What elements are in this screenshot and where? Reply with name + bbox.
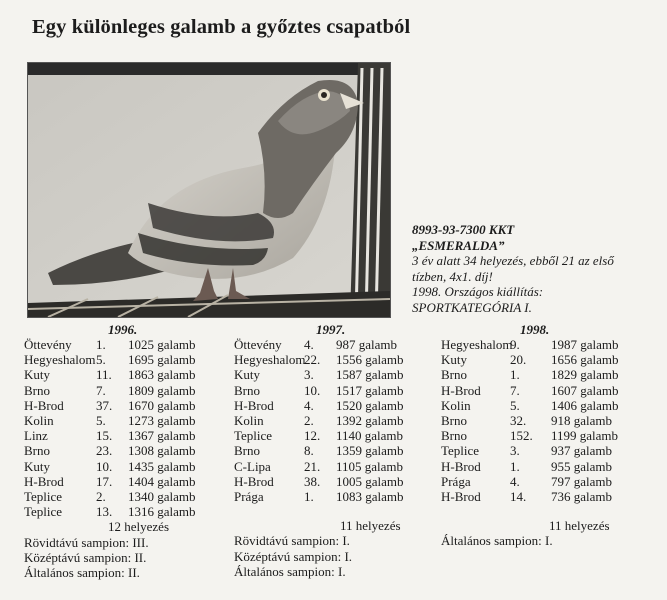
- result-place: 15.: [96, 428, 113, 444]
- result-row: [441, 413, 641, 428]
- caption-line: tízben, 4x1. díj!: [412, 268, 493, 284]
- result-location: Teplice: [24, 489, 63, 505]
- result-place: 4.: [510, 473, 520, 489]
- result-row: [24, 504, 218, 519]
- result-place: 5.: [510, 397, 520, 413]
- result-count: 797 galamb: [551, 473, 613, 489]
- result-count: 1656 galamb: [551, 352, 619, 368]
- result-location: Kuty: [234, 367, 260, 383]
- result-count: 1367 galamb: [128, 428, 196, 444]
- result-row: [234, 413, 426, 428]
- result-place: 12.: [304, 428, 321, 444]
- result-location: H-Brod: [441, 489, 481, 505]
- pigeon-photo: [27, 62, 391, 318]
- caption-line: 3 év alatt 34 helyezés, ebből 21 az első: [412, 253, 614, 268]
- result-row: [24, 428, 218, 443]
- result-location: H-Brod: [234, 473, 274, 489]
- result-row: [441, 474, 641, 489]
- column-year: 1996.: [108, 322, 138, 337]
- results-column-1997: [234, 322, 426, 579]
- result-location: Kuty: [24, 458, 50, 474]
- result-location: Hegyeshalom: [24, 352, 96, 368]
- result-row: [234, 459, 426, 474]
- result-count: 1105 galamb: [336, 458, 404, 474]
- result-count: 1829 galamb: [551, 367, 619, 383]
- result-place: 3.: [510, 443, 520, 459]
- result-location: Hegyeshalom: [441, 337, 513, 352]
- result-location: Prága: [234, 489, 264, 505]
- result-count: 1695 galamb: [128, 352, 196, 368]
- result-count: 1406 galamb: [551, 397, 619, 413]
- page-title: Egy különleges galamb a győztes csapatból: [32, 16, 411, 38]
- result-count: 1140 galamb: [336, 428, 404, 444]
- result-place: 23.: [96, 443, 113, 459]
- result-row: [24, 489, 218, 504]
- result-count: 1587 galamb: [336, 367, 404, 383]
- result-place: 14.: [510, 489, 527, 505]
- result-location: Prága: [441, 473, 471, 489]
- result-place: 20.: [510, 352, 527, 368]
- result-count: 1517 galamb: [336, 382, 404, 398]
- result-row: [441, 367, 641, 382]
- result-location: Brno: [24, 382, 50, 398]
- result-row: [234, 428, 426, 443]
- championship-line: Középtávú sampion: II.: [24, 549, 147, 565]
- result-count: 1520 galamb: [336, 397, 404, 413]
- result-count: 1359 galamb: [336, 443, 404, 459]
- pigeon-caption: [412, 222, 662, 315]
- result-count: 736 galamb: [551, 489, 613, 505]
- result-count: 1670 galamb: [128, 397, 196, 413]
- result-place: 2.: [96, 489, 106, 505]
- result-count: 1809 galamb: [128, 382, 196, 398]
- result-location: Öttevény: [234, 337, 282, 352]
- result-count: 1863 galamb: [128, 367, 196, 383]
- result-row: [24, 459, 218, 474]
- result-place: 32.: [510, 413, 527, 429]
- result-row: [24, 367, 218, 382]
- result-location: H-Brod: [234, 397, 274, 413]
- result-location: Kolin: [24, 413, 54, 429]
- caption-line: 1998. Országos kiállítás:: [412, 284, 544, 299]
- result-location: Brno: [234, 382, 260, 398]
- result-location: H-Brod: [441, 458, 481, 474]
- result-row: [441, 337, 641, 352]
- result-location: Teplice: [441, 443, 480, 459]
- result-row: [234, 367, 426, 382]
- result-location: Brno: [24, 443, 50, 459]
- result-place: 3.: [304, 367, 314, 383]
- championship-line: Általános sampion: I.: [441, 533, 553, 549]
- pigeon-name: „ESMERALDA”: [412, 237, 505, 253]
- result-place: 5.: [96, 352, 106, 368]
- result-count: 1273 galamb: [128, 413, 196, 429]
- result-place: 152.: [510, 428, 533, 444]
- result-count: 1316 galamb: [128, 504, 196, 520]
- result-count: 937 galamb: [551, 443, 613, 459]
- championship-line: Rövidtávú sampion: III.: [24, 534, 149, 550]
- result-place: 9.: [510, 337, 520, 352]
- result-location: Kuty: [441, 352, 467, 368]
- result-row: [234, 443, 426, 458]
- result-row: [234, 474, 426, 489]
- result-place: 1.: [510, 367, 520, 383]
- result-place: 2.: [304, 413, 314, 429]
- result-location: Brno: [441, 367, 467, 383]
- result-count: 1083 galamb: [336, 489, 404, 505]
- result-location: Kuty: [24, 367, 50, 383]
- result-count: 1987 galamb: [551, 337, 619, 352]
- result-row: [24, 398, 218, 413]
- results-column-1998: [441, 322, 641, 549]
- result-row: [441, 352, 641, 367]
- placements-total: 11 helyezés: [340, 518, 401, 534]
- result-place: 38.: [304, 473, 321, 489]
- result-place: 4.: [304, 337, 314, 352]
- championship-line: Rövidtávú sampion: I.: [234, 533, 350, 549]
- result-row: [234, 398, 426, 413]
- result-row: [441, 428, 641, 443]
- result-row: [24, 383, 218, 398]
- result-count: 955 galamb: [551, 458, 613, 474]
- result-row: [234, 489, 426, 504]
- results-column-1996: [24, 322, 218, 580]
- column-year: 1997.: [316, 322, 346, 337]
- result-count: 918 galamb: [551, 413, 613, 429]
- result-row: [441, 459, 641, 474]
- championship-line: Általános sampion: II.: [24, 565, 140, 581]
- column-year: 1998.: [520, 322, 550, 337]
- result-place: 10.: [96, 458, 113, 474]
- championship-line: Középtávú sampion: I.: [234, 548, 353, 564]
- result-place: 7.: [510, 382, 520, 398]
- result-count: 1199 galamb: [551, 428, 619, 444]
- result-row: [441, 489, 641, 504]
- ring-number: 8993-93-7300 KKT: [412, 222, 515, 237]
- result-place: 11.: [96, 367, 112, 383]
- result-count: 1556 galamb: [336, 352, 404, 368]
- result-location: H-Brod: [441, 382, 481, 398]
- placements-total: 12 helyezés: [108, 519, 170, 535]
- result-count: 1340 galamb: [128, 489, 196, 505]
- result-row: [24, 413, 218, 428]
- result-count: 1607 galamb: [551, 382, 619, 398]
- result-count: 1308 galamb: [128, 443, 196, 459]
- result-count: 1435 galamb: [128, 458, 196, 474]
- result-location: H-Brod: [24, 397, 64, 413]
- result-row: [441, 443, 641, 458]
- result-place: 4.: [304, 397, 314, 413]
- result-location: Hegyeshalom: [234, 352, 306, 368]
- result-location: Kolin: [234, 413, 264, 429]
- result-place: 22.: [304, 352, 321, 368]
- result-row: [441, 398, 641, 413]
- result-location: Brno: [441, 413, 467, 429]
- result-place: 8.: [304, 443, 314, 459]
- result-location: Brno: [441, 428, 467, 444]
- result-place: 5.: [96, 413, 106, 429]
- result-place: 1.: [96, 337, 106, 352]
- result-place: 17.: [96, 473, 113, 489]
- result-row: [234, 352, 426, 367]
- placements-total: 11 helyezés: [549, 518, 610, 534]
- result-row: [441, 383, 641, 398]
- caption-line: SPORTKATEGÓRIA I.: [412, 299, 532, 315]
- result-place: 10.: [304, 382, 321, 398]
- result-location: C-Lipa: [234, 458, 271, 474]
- result-place: 21.: [304, 458, 321, 474]
- result-row: [24, 474, 218, 489]
- result-row: [24, 443, 218, 458]
- result-count: 1005 galamb: [336, 473, 404, 489]
- result-location: Teplice: [234, 428, 273, 444]
- result-count: 1025 galamb: [128, 337, 196, 352]
- result-row: [24, 337, 218, 352]
- result-place: 37.: [96, 397, 113, 413]
- result-count: 1404 galamb: [128, 473, 196, 489]
- result-location: H-Brod: [24, 473, 64, 489]
- result-row: [234, 383, 426, 398]
- result-location: Brno: [234, 443, 260, 459]
- result-count: 987 galamb: [336, 337, 398, 352]
- result-location: Linz: [24, 428, 48, 444]
- result-place: 7.: [96, 382, 106, 398]
- result-count: 1392 galamb: [336, 413, 404, 429]
- result-location: Kolin: [441, 397, 471, 413]
- result-row: [24, 352, 218, 367]
- result-location: Öttevény: [24, 337, 72, 352]
- result-place: 1.: [304, 489, 314, 505]
- result-row: [234, 337, 426, 352]
- result-location: Teplice: [24, 504, 63, 520]
- result-place: 13.: [96, 504, 113, 520]
- result-place: 1.: [510, 458, 520, 474]
- championship-line: Általános sampion: I.: [234, 563, 346, 579]
